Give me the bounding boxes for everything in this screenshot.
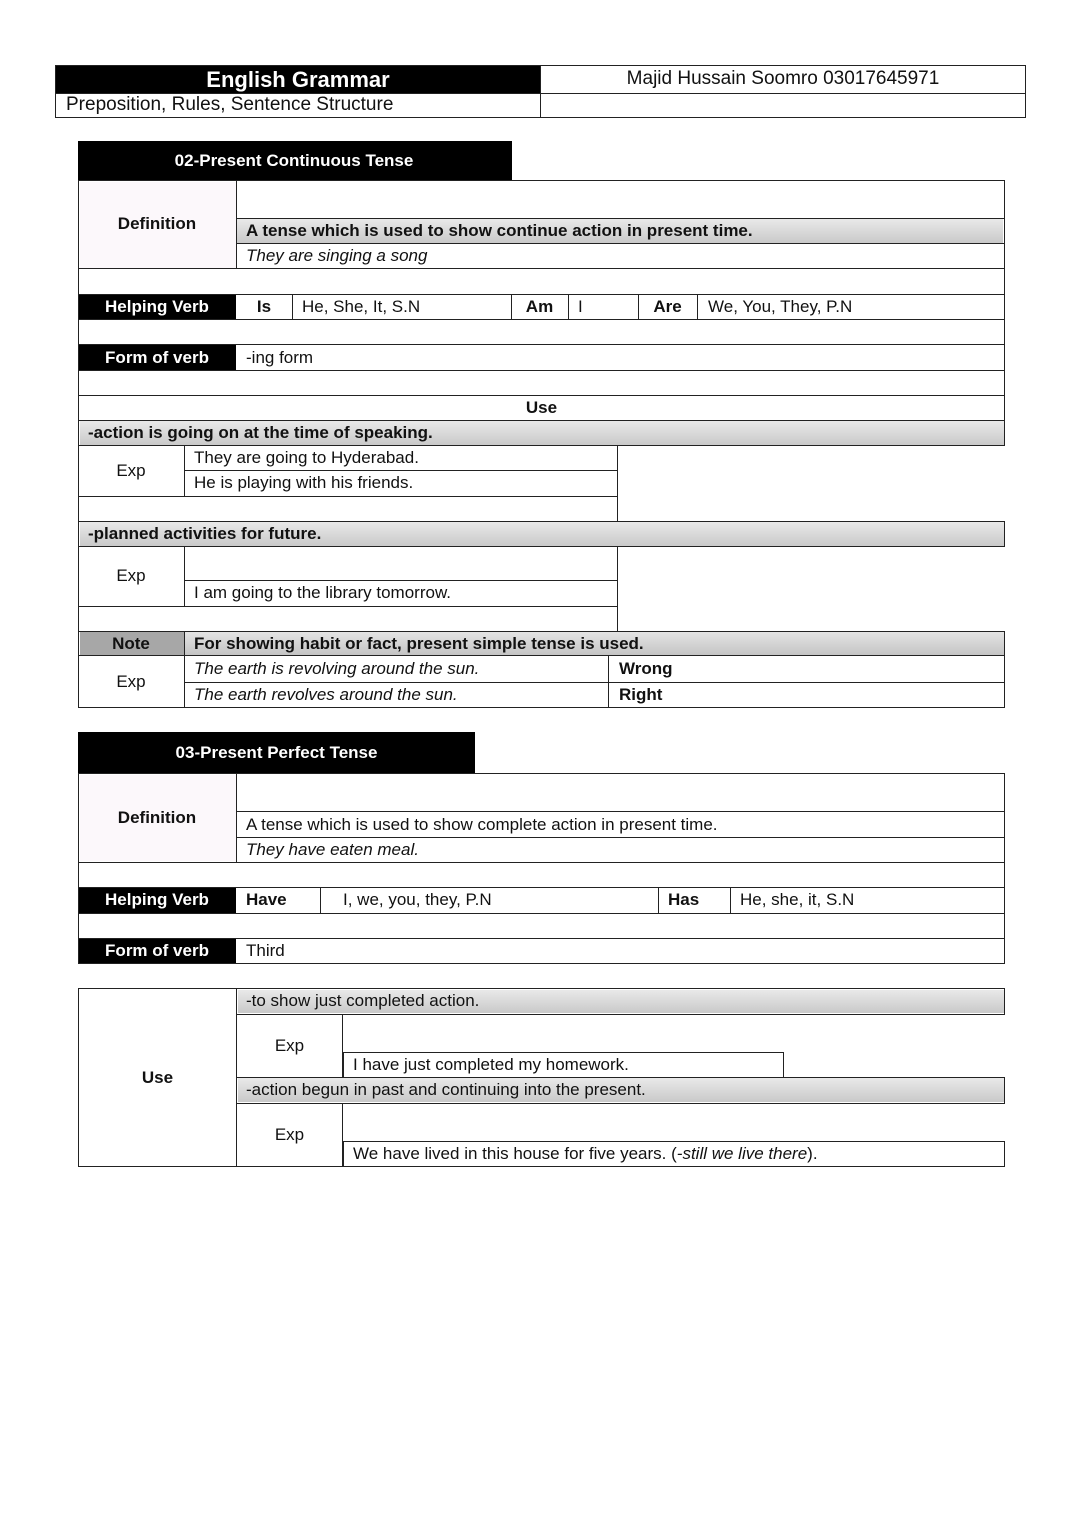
form-of-verb-label: Form of verb <box>105 348 209 367</box>
note-text: For showing habit or fact, present simple tense is used. <box>194 634 644 653</box>
definition-example: They have eaten meal. <box>246 840 419 859</box>
hv-has: Has <box>668 890 700 909</box>
use1-example-1: They are going to Hyderabad. <box>194 448 419 467</box>
use2-text: -planned activities for future. <box>88 524 322 543</box>
note-label: Note <box>112 634 150 653</box>
definition-text: A tense which is used to show continue action in present time. <box>246 221 753 240</box>
hv-am: Am <box>525 297 554 316</box>
hv-has-subjects: He, she, it, S.N <box>740 890 855 909</box>
note-exp-label: Exp <box>116 672 146 691</box>
use1-example-1: I have just completed my homework. <box>353 1055 629 1074</box>
use1-example-2: He is playing with his friends. <box>194 473 414 492</box>
definition-text: A tense which is used to show complete action in present time. <box>246 815 718 834</box>
hv-am-subjects: I <box>578 297 583 316</box>
helping-verb-label: Helping Verb <box>105 297 209 316</box>
use-label: Use <box>141 1068 174 1087</box>
section-title: 02-Present Continuous Tense <box>174 151 414 170</box>
section-title: 03-Present Perfect Tense <box>175 743 378 762</box>
helping-verb-label: Helping Verb <box>105 890 209 909</box>
use1-text: -to show just completed action. <box>246 991 480 1010</box>
hv-have: Have <box>246 890 287 909</box>
use2-exp-label: Exp <box>116 566 146 585</box>
form-of-verb-value: Third <box>246 941 285 960</box>
use2-example-italic: -still we live there <box>676 1144 808 1163</box>
use2-exp-label: Exp <box>274 1125 305 1144</box>
form-of-verb-value: -ing form <box>246 348 314 367</box>
use2-example-1: I am going to the library tomorrow. <box>194 583 452 602</box>
hv-is: Is <box>256 297 272 316</box>
note-example-2: The earth revolves around the sun. <box>194 685 458 704</box>
definition-label: Definition <box>117 214 197 233</box>
page-subtitle: Preposition, Rules, Sentence Structure <box>66 94 394 115</box>
page-title: English Grammar <box>206 67 390 92</box>
use1-exp-label: Exp <box>274 1036 305 1055</box>
author-line: Majid Hussain Soomro 03017645971 <box>626 68 940 89</box>
hv-have-subjects: I, we, you, they, P.N <box>343 890 492 909</box>
note-example-2-mark: Right <box>619 685 663 704</box>
hv-are-subjects: We, You, They, P.N <box>708 297 853 316</box>
use1-exp-label: Exp <box>116 461 146 480</box>
hv-is-subjects: He, She, It, S.N <box>302 297 421 316</box>
use2-example-main: We have lived in this house for five years. ( <box>353 1144 677 1163</box>
use2-example-1 <box>353 1143 818 1165</box>
note-example-1: The earth is revolving around the sun. <box>194 659 480 678</box>
hv-are: Are <box>653 297 682 316</box>
definition-example: They are singing a song <box>246 246 428 265</box>
use-label: Use <box>525 398 558 417</box>
form-of-verb-label: Form of verb <box>105 941 209 960</box>
use2-example-end: ). <box>807 1144 818 1163</box>
definition-label: Definition <box>117 808 197 827</box>
note-example-1-mark: Wrong <box>619 659 673 678</box>
use2-text: -action begun in past and continuing into the present. <box>246 1080 646 1099</box>
use1-text: -action is going on at the time of speaking. <box>88 423 433 442</box>
